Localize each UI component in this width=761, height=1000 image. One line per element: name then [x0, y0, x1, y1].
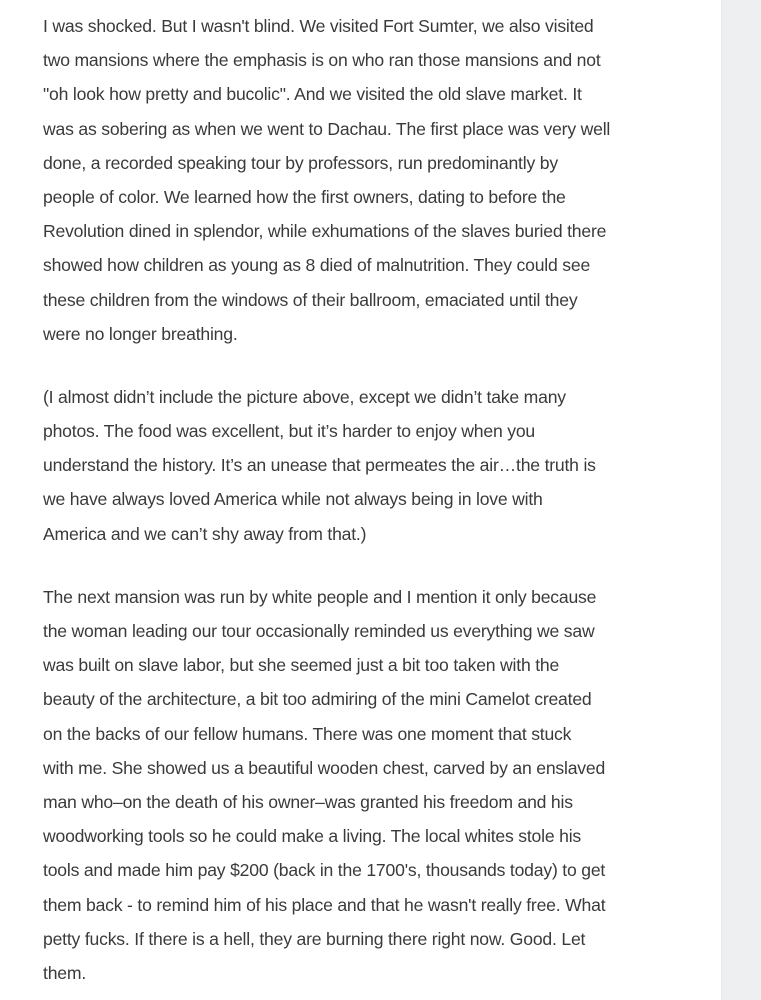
text-line: tools and made him pay $200 (back in the 1700's, thousands today) to get [43, 860, 606, 881]
text-line: showed how children as young as 8 died of malnutrition. They could see [43, 255, 591, 276]
text-line: petty fucks. If there is a hell, they are burning there right now. Good. Let [43, 928, 586, 949]
text-line: them back - to remind him of his place and that he wasn't really free. What [43, 894, 606, 915]
text-line: two mansions where the emphasis is on who ran those mansions and not [43, 50, 601, 71]
text-line: The next mansion was run by white people and I mention it only because [43, 586, 597, 607]
text-line: "oh look how pretty and bucolic". And we visited the old slave market. It [43, 84, 582, 105]
side-gutter [721, 0, 761, 1000]
text-line: we have always loved America while not always being in love with [43, 489, 543, 510]
text-line: beauty of the architecture, a bit too admiring of the mini Camelot created [43, 689, 592, 710]
text-line: (I almost didn’t include the picture above, except we didn’t take many [43, 386, 566, 407]
text-line: done, a recorded speaking tour by professors, run predominantly by [43, 152, 558, 173]
text-line: America and we can’t shy away from that.) [43, 523, 367, 544]
text-line: people of color. We learned how the first owners, dating to before the [43, 186, 566, 207]
article-content [43, 9, 683, 1000]
text-line: was as sobering as when we went to Dachau. The first place was very well [43, 118, 611, 139]
text-line: Revolution dined in splendor, while exhumations of the slaves buried there [43, 221, 607, 242]
text-line: with me. She showed us a beautiful wooden chest, carved by an enslaved [43, 757, 606, 778]
text-line: man who–on the death of his owner–was granted his freedom and his [43, 791, 573, 812]
text-line: photos. The food was excellent, but it’s harder to enjoy when you [43, 421, 535, 442]
text-line: the woman leading our tour occasionally reminded us everything we saw [43, 621, 595, 641]
text-line: understand the history. It’s an unease that permeates the air…the truth is [43, 455, 596, 476]
paragraph-2 [43, 380, 683, 551]
text-line: them. [43, 962, 87, 983]
text-line: these children from the windows of their ballroom, emaciated until they [43, 289, 578, 310]
text-line: woodworking tools so he could make a living. The local whites stole his [43, 826, 582, 847]
paragraph-1 [43, 9, 683, 351]
text-line: on the backs of our fellow humans. There was one moment that stuck [43, 723, 572, 744]
paragraph-3 [43, 580, 683, 990]
text-line: were no longer breathing. [43, 323, 238, 344]
text-line: was built on slave labor, but she seemed just a bit too taken with the [43, 655, 560, 676]
text-line: I was shocked. But I wasn't blind. We visited Fort Sumter, we also visited [43, 16, 594, 36]
